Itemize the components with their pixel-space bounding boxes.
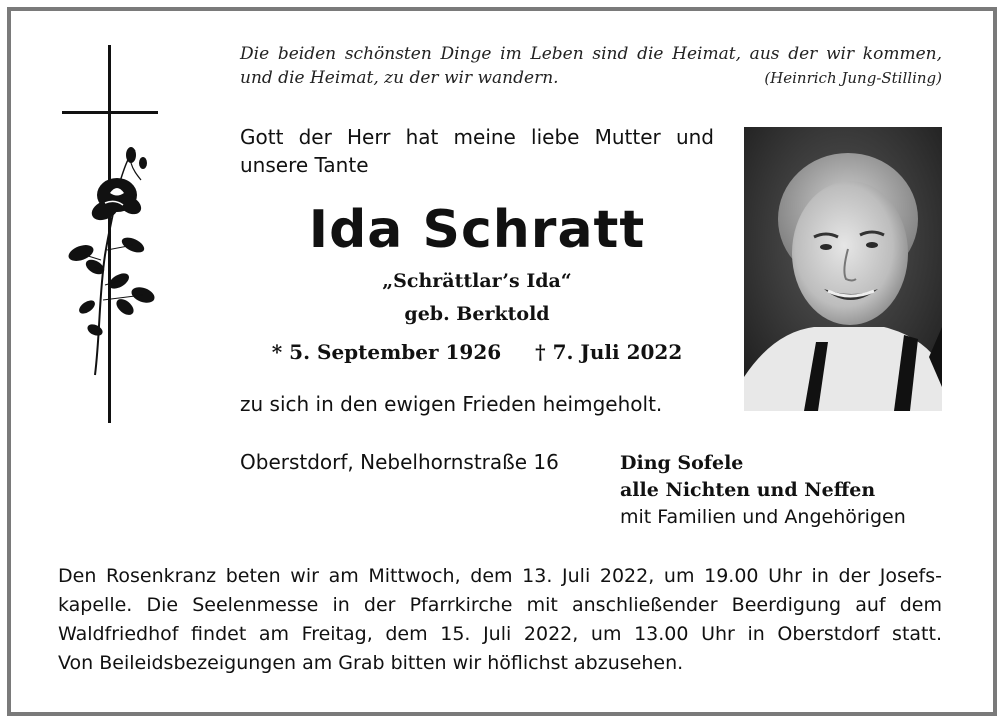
cross-with-rose-icon — [55, 45, 165, 425]
birth-date: * 5. September 1926 — [271, 340, 502, 364]
death-date: † 7. Juli 2022 — [535, 340, 683, 364]
service-info — [58, 562, 942, 678]
portrait-photo — [744, 127, 942, 411]
address: Oberstdorf, Nebelhornstraße 16 — [240, 450, 559, 474]
life-dates — [240, 340, 714, 364]
deceased-nickname: „Schrättlar’s Ida“ — [382, 270, 572, 292]
quote-author: (Heinrich Jung-Stilling) — [764, 69, 942, 87]
quote-line-2: und die Heimat, zu der wir wandern. — [240, 68, 559, 88]
deceased-birth-name: geb. Berktold — [404, 303, 550, 325]
mourner-line-2: alle Nichten und Neffen — [620, 479, 876, 501]
intro-text — [240, 123, 714, 179]
quote-line-1: Die beiden schönsten Dinge im Leben sind die Heimat, aus der wir kommen, — [240, 44, 942, 64]
quote — [240, 42, 942, 90]
intro-line-1: Gott der Herr hat meine liebe Mutter und — [240, 125, 714, 149]
service-line-4: Von Beileidsbezeigungen am Grab bitten wir höflichst abzusehen. — [58, 652, 684, 674]
service-line-2: kapelle. Die Seelenmesse in der Pfarrkirche mit anschließender Beerdigung auf dem — [58, 594, 942, 616]
mourner-line-3: mit Familien und Angehörigen — [620, 506, 906, 528]
service-line-3: Waldfriedhof findet am Freitag, dem 15. Juli 2022, um 13.00 Uhr in Oberstdorf statt. — [58, 623, 942, 645]
service-line-1: Den Rosenkranz beten wir am Mittwoch, dem 13. Juli 2022, um 19.00 Uhr in der Josefs- — [58, 565, 942, 587]
intro-line-2: unsere Tante — [240, 153, 369, 177]
mourner-line-1: Ding Sofele — [620, 452, 744, 474]
deceased-name: Ida Schratt — [308, 200, 646, 260]
mourners — [620, 450, 950, 531]
closing-line: zu sich in den ewigen Frieden heimgeholt. — [240, 392, 663, 416]
